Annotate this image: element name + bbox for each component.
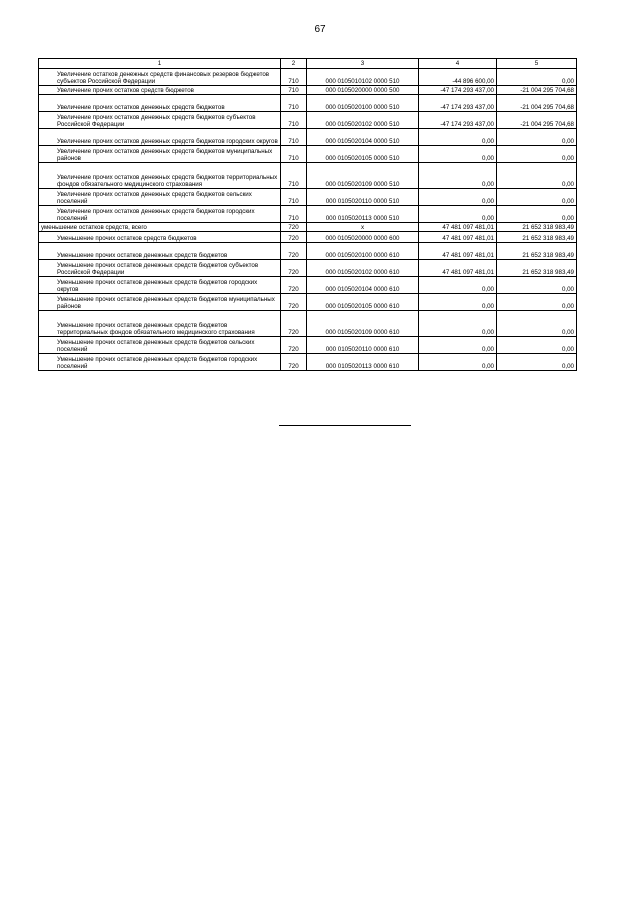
row-value-col5-cell: 0,00 <box>497 354 577 371</box>
row-value-col4-cell: -47 174 293 437,00 <box>419 95 497 112</box>
row-value-col4-cell: 0,00 <box>419 206 497 223</box>
table-row <box>39 86 577 95</box>
row-value-col5-cell: 0,00 <box>497 311 577 337</box>
row-budget-code-cell: 000 0105020113 0000 510 <box>307 206 419 223</box>
row-line-code-cell: 720 <box>281 260 307 277</box>
row-value-col5-cell: 0,00 <box>497 294 577 311</box>
row-value-col5-cell: -21 004 295 704,68 <box>497 112 577 129</box>
row-budget-code-cell: 000 0105020105 0000 610 <box>307 294 419 311</box>
row-budget-code-cell: 000 0105020102 0000 610 <box>307 260 419 277</box>
row-line-code-cell: 710 <box>281 129 307 146</box>
row-budget-code-cell: 000 0105020109 0000 610 <box>307 311 419 337</box>
row-name-cell: Уменьшение прочих остатков денежных средств бюджетов <box>39 243 281 260</box>
row-budget-code-cell: 000 0105020100 0000 510 <box>307 95 419 112</box>
table-row <box>39 189 577 206</box>
row-budget-code-cell: 000 0105020102 0000 510 <box>307 112 419 129</box>
table-row <box>39 206 577 223</box>
row-budget-code-cell: x <box>307 223 419 232</box>
row-value-col5-cell: -21 004 295 704,68 <box>497 86 577 95</box>
row-budget-code-cell: 000 0105020104 0000 510 <box>307 129 419 146</box>
row-budget-code-cell: 000 0105020113 0000 610 <box>307 354 419 371</box>
row-name-cell: Увеличение прочих остатков средств бюджетов <box>39 86 281 95</box>
table-row <box>39 354 577 371</box>
row-name-cell: Уменьшение прочих остатков денежных средств бюджетов сельских поселений <box>39 337 281 354</box>
budget-sources-table <box>38 58 577 371</box>
table-row <box>39 69 577 86</box>
row-value-col4-cell: 47 481 097 481,01 <box>419 243 497 260</box>
row-value-col5-cell: 0,00 <box>497 69 577 86</box>
row-line-code-cell: 710 <box>281 163 307 189</box>
row-line-code-cell: 710 <box>281 95 307 112</box>
row-name-cell: Уменьшение прочих остатков денежных средств бюджетов муниципальных районов <box>39 294 281 311</box>
row-budget-code-cell: 000 0105010102 0000 510 <box>307 69 419 86</box>
row-value-col4-cell: -47 174 293 437,00 <box>419 86 497 95</box>
row-name-cell: Уменьшение прочих остатков средств бюджетов <box>39 232 281 243</box>
row-name-cell: Уменьшение прочих остатков денежных средств бюджетов территориальных фондов обязательного медицинского страхования <box>39 311 281 337</box>
row-name-cell: Уменьшение прочих остатков денежных средств бюджетов городских поселений <box>39 354 281 371</box>
row-value-col4-cell: 0,00 <box>419 354 497 371</box>
row-value-col5-cell: 0,00 <box>497 277 577 294</box>
row-name-cell: Увеличение прочих остатков денежных средств бюджетов муниципальных районов <box>39 146 281 163</box>
row-line-code-cell: 710 <box>281 146 307 163</box>
table-row <box>39 277 577 294</box>
row-value-col4-cell: -47 174 293 437,00 <box>419 112 497 129</box>
table-row <box>39 146 577 163</box>
table-row <box>39 243 577 260</box>
table-row <box>39 112 577 129</box>
row-value-col4-cell: 0,00 <box>419 189 497 206</box>
page-number: 67 <box>314 24 326 35</box>
row-value-col4-cell: 0,00 <box>419 294 497 311</box>
row-name-cell: Увеличение прочих остатков денежных средств бюджетов субъектов Российской Федерации <box>39 112 281 129</box>
row-line-code-cell: 710 <box>281 86 307 95</box>
row-budget-code-cell: 000 0105020104 0000 610 <box>307 277 419 294</box>
table-row <box>39 129 577 146</box>
header-col-4: 4 <box>419 59 497 69</box>
row-line-code-cell: 710 <box>281 112 307 129</box>
row-line-code-cell: 720 <box>281 243 307 260</box>
table-row <box>39 163 577 189</box>
row-line-code-cell: 720 <box>281 294 307 311</box>
row-line-code-cell: 710 <box>281 189 307 206</box>
row-value-col5-cell: 0,00 <box>497 337 577 354</box>
table-row <box>39 223 577 232</box>
header-col-3: 3 <box>307 59 419 69</box>
row-value-col4-cell: 47 481 097 481,01 <box>419 260 497 277</box>
row-name-cell: Увеличение прочих остатков денежных средств бюджетов территориальных фондов обязательного медицинского страхования <box>39 163 281 189</box>
table-row <box>39 232 577 243</box>
header-col-1: 1 <box>39 59 281 69</box>
row-value-col5-cell: 21 652 318 983,49 <box>497 243 577 260</box>
table-row <box>39 337 577 354</box>
row-name-cell: уменьшение остатков средств, всего <box>39 223 281 232</box>
table-row <box>39 260 577 277</box>
row-budget-code-cell: 000 0105020110 0000 510 <box>307 189 419 206</box>
row-line-code-cell: 710 <box>281 69 307 86</box>
row-value-col4-cell: 0,00 <box>419 146 497 163</box>
row-value-col5-cell: 21 652 318 983,49 <box>497 223 577 232</box>
row-value-col5-cell: 0,00 <box>497 146 577 163</box>
header-row <box>39 59 577 69</box>
row-value-col4-cell: 0,00 <box>419 163 497 189</box>
header-col-5: 5 <box>497 59 577 69</box>
row-line-code-cell: 720 <box>281 354 307 371</box>
row-budget-code-cell: 000 0105020105 0000 510 <box>307 146 419 163</box>
table-row <box>39 95 577 112</box>
row-line-code-cell: 710 <box>281 206 307 223</box>
row-value-col5-cell: 0,00 <box>497 163 577 189</box>
row-budget-code-cell: 000 0105020100 0000 610 <box>307 243 419 260</box>
row-name-cell: Увеличение прочих остатков денежных средств бюджетов городских округов <box>39 129 281 146</box>
row-name-cell: Увеличение прочих остатков денежных средств бюджетов сельских поселений <box>39 189 281 206</box>
row-value-col5-cell: 21 652 318 983,49 <box>497 260 577 277</box>
row-line-code-cell: 720 <box>281 223 307 232</box>
row-line-code-cell: 720 <box>281 311 307 337</box>
row-value-col5-cell: 21 652 318 983,49 <box>497 232 577 243</box>
table-row <box>39 294 577 311</box>
row-line-code-cell: 720 <box>281 277 307 294</box>
row-name-cell: Увеличение остатков денежных средств финансовых резервов бюджетов субъектов Российской Федерации <box>39 69 281 86</box>
row-name-cell: Уменьшение прочих остатков денежных средств бюджетов субъектов Российской Федерации <box>39 260 281 277</box>
row-budget-code-cell: 000 0105020109 0000 510 <box>307 163 419 189</box>
row-name-cell: Уменьшение прочих остатков денежных средств бюджетов городских округов <box>39 277 281 294</box>
row-value-col4-cell: -44 896 600,00 <box>419 69 497 86</box>
row-line-code-cell: 720 <box>281 337 307 354</box>
row-value-col5-cell: 0,00 <box>497 189 577 206</box>
row-value-col4-cell: 0,00 <box>419 337 497 354</box>
row-value-col4-cell: 0,00 <box>419 129 497 146</box>
table-body <box>39 69 577 371</box>
row-value-col4-cell: 0,00 <box>419 277 497 294</box>
footer-divider <box>279 425 411 426</box>
row-value-col5-cell: 0,00 <box>497 129 577 146</box>
header-col-2: 2 <box>281 59 307 69</box>
table-row <box>39 311 577 337</box>
row-name-cell: Увеличение прочих остатков денежных средств бюджетов городских поселений <box>39 206 281 223</box>
row-name-cell: Увеличение прочих остатков денежных средств бюджетов <box>39 95 281 112</box>
row-value-col4-cell: 47 481 097 481,01 <box>419 232 497 243</box>
row-value-col4-cell: 0,00 <box>419 311 497 337</box>
row-budget-code-cell: 000 0105020000 0000 500 <box>307 86 419 95</box>
row-line-code-cell: 720 <box>281 232 307 243</box>
row-value-col4-cell: 47 481 097 481,01 <box>419 223 497 232</box>
row-budget-code-cell: 000 0105020110 0000 610 <box>307 337 419 354</box>
row-value-col5-cell: -21 004 295 704,68 <box>497 95 577 112</box>
row-budget-code-cell: 000 0105020000 0000 600 <box>307 232 419 243</box>
table-header <box>39 59 577 69</box>
row-value-col5-cell: 0,00 <box>497 206 577 223</box>
